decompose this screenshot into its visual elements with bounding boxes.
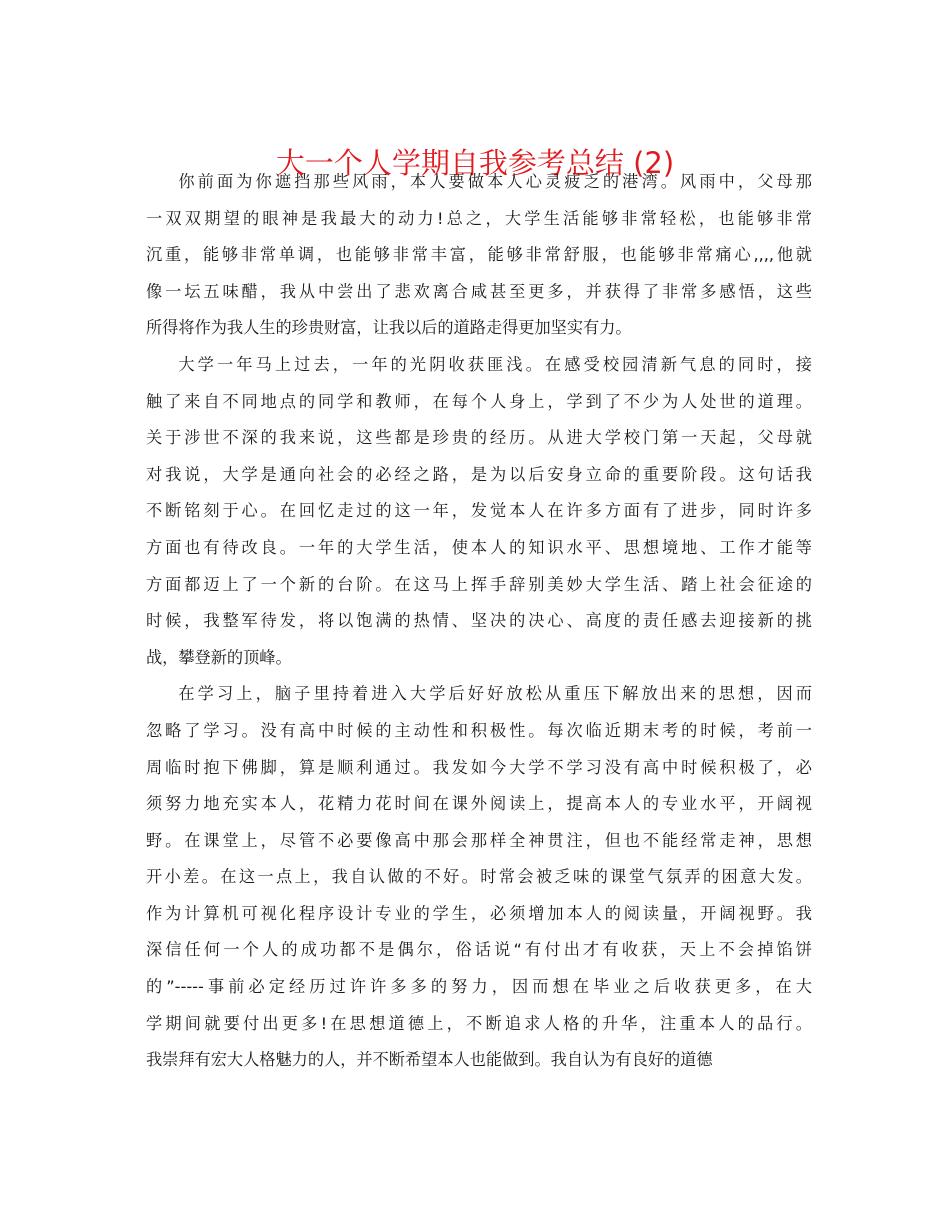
text-line: 野。在课堂上，尽管不必要像高中那会那样全神贯注，但也不能经常走神，思想 (146, 830, 812, 850)
text-line: 触了来自不同地点的同学和教师，在每个人身上，学到了不少为人处世的道理。 (146, 391, 812, 411)
paragraph (146, 164, 812, 347)
text-line: 方面都迈上了一个新的台阶。在这马上挥手辞别美妙大学生活、踏上社会征途的 (146, 574, 812, 594)
document-body (146, 164, 812, 1079)
text-line: 作为计算机可视化程序设计专业的学生，必须增加本人的阅读量，开阔视野。我 (146, 903, 812, 923)
text-line: 开小差。在这一点上，我自认做的不好。时常会被乏味的课堂气氛弄的困意大发。 (146, 867, 812, 887)
text-line: 忽略了学习。没有高中时候的主动性和积极性。每次临近期末考的时候，考前一 (146, 720, 812, 740)
paragraph (146, 676, 812, 1079)
text-line: 你前面为你遮挡那些风雨，本人要做本人心灵疲乏的港湾。风雨中，父母那 (178, 172, 812, 191)
text-line: 关于涉世不深的我来说，这些都是珍贵的经历。从进大学校门第一天起，父母就 (146, 428, 812, 448)
text-line: 大学一年马上过去，一年的光阴收获匪浅。在感受校园清新气息的同时，接 (178, 354, 812, 374)
text-line: 不断铭刻于心。在回忆走过的这一年，发觉本人在许多方面有了进步，同时许多 (146, 501, 812, 521)
document-title: 大一个人学期自我参考总结 (2) (275, 146, 675, 181)
text-line: 深信任何一个人的成功都不是偶尔，俗话说“有付出才有收获，天上不会掉馅饼 (146, 940, 812, 960)
text-line: 学期间就要付出更多!在思想道德上，不断追求人格的升华，注重本人的品行。 (146, 1013, 812, 1033)
text-line: 所得将作为我人生的珍贵财富，让我以后的道路走得更加坚实有力。 (146, 318, 632, 338)
text-line: 一双双期望的眼神是我最大的动力!总之，大学生活能够非常轻松，也能够非常 (146, 208, 812, 228)
text-line: 方面也有待改良。一年的大学生活，使本人的知识水平、思想境地、工作才能等 (146, 537, 812, 557)
text-line: 我崇拜有宏大人格魅力的人，并不断希望本人也能做到。我自认为有良好的道德 (146, 1050, 713, 1070)
text-line: 对我说，大学是通向社会的必经之路，是为以后安身立命的重要阶段。这句话我 (146, 464, 812, 484)
text-line: 周临时抱下佛脚，算是顺利通过。我发如今大学不学习没有高中时候积极了，必 (146, 757, 812, 777)
text-line: 的”-----事前必定经历过许许多多的努力，因而想在毕业之后收获更多，在大 (146, 977, 812, 997)
text-line: 沉重，能够非常单调，也能够非常丰富，能够非常舒服，也能够非常痛心,,,,他就 (146, 245, 812, 265)
text-line: 战，攀登新的顶峰。 (146, 647, 292, 667)
text-line: 须努力地充实本人，花精力花时间在课外阅读上，提高本人的专业水平，开阔视 (146, 794, 812, 814)
text-line: 像一坛五味醋，我从中尝出了悲欢离合咸甚至更多，并获得了非常多感悟，这些 (146, 281, 812, 301)
text-line: 在学习上，脑子里持着进入大学后好好放松从重压下解放出来的思想，因而 (178, 684, 812, 704)
paragraph (146, 347, 812, 676)
text-line: 时候，我整军待发，将以饱满的热情、坚决的决心、高度的责任感去迎接新的挑 (146, 611, 812, 631)
